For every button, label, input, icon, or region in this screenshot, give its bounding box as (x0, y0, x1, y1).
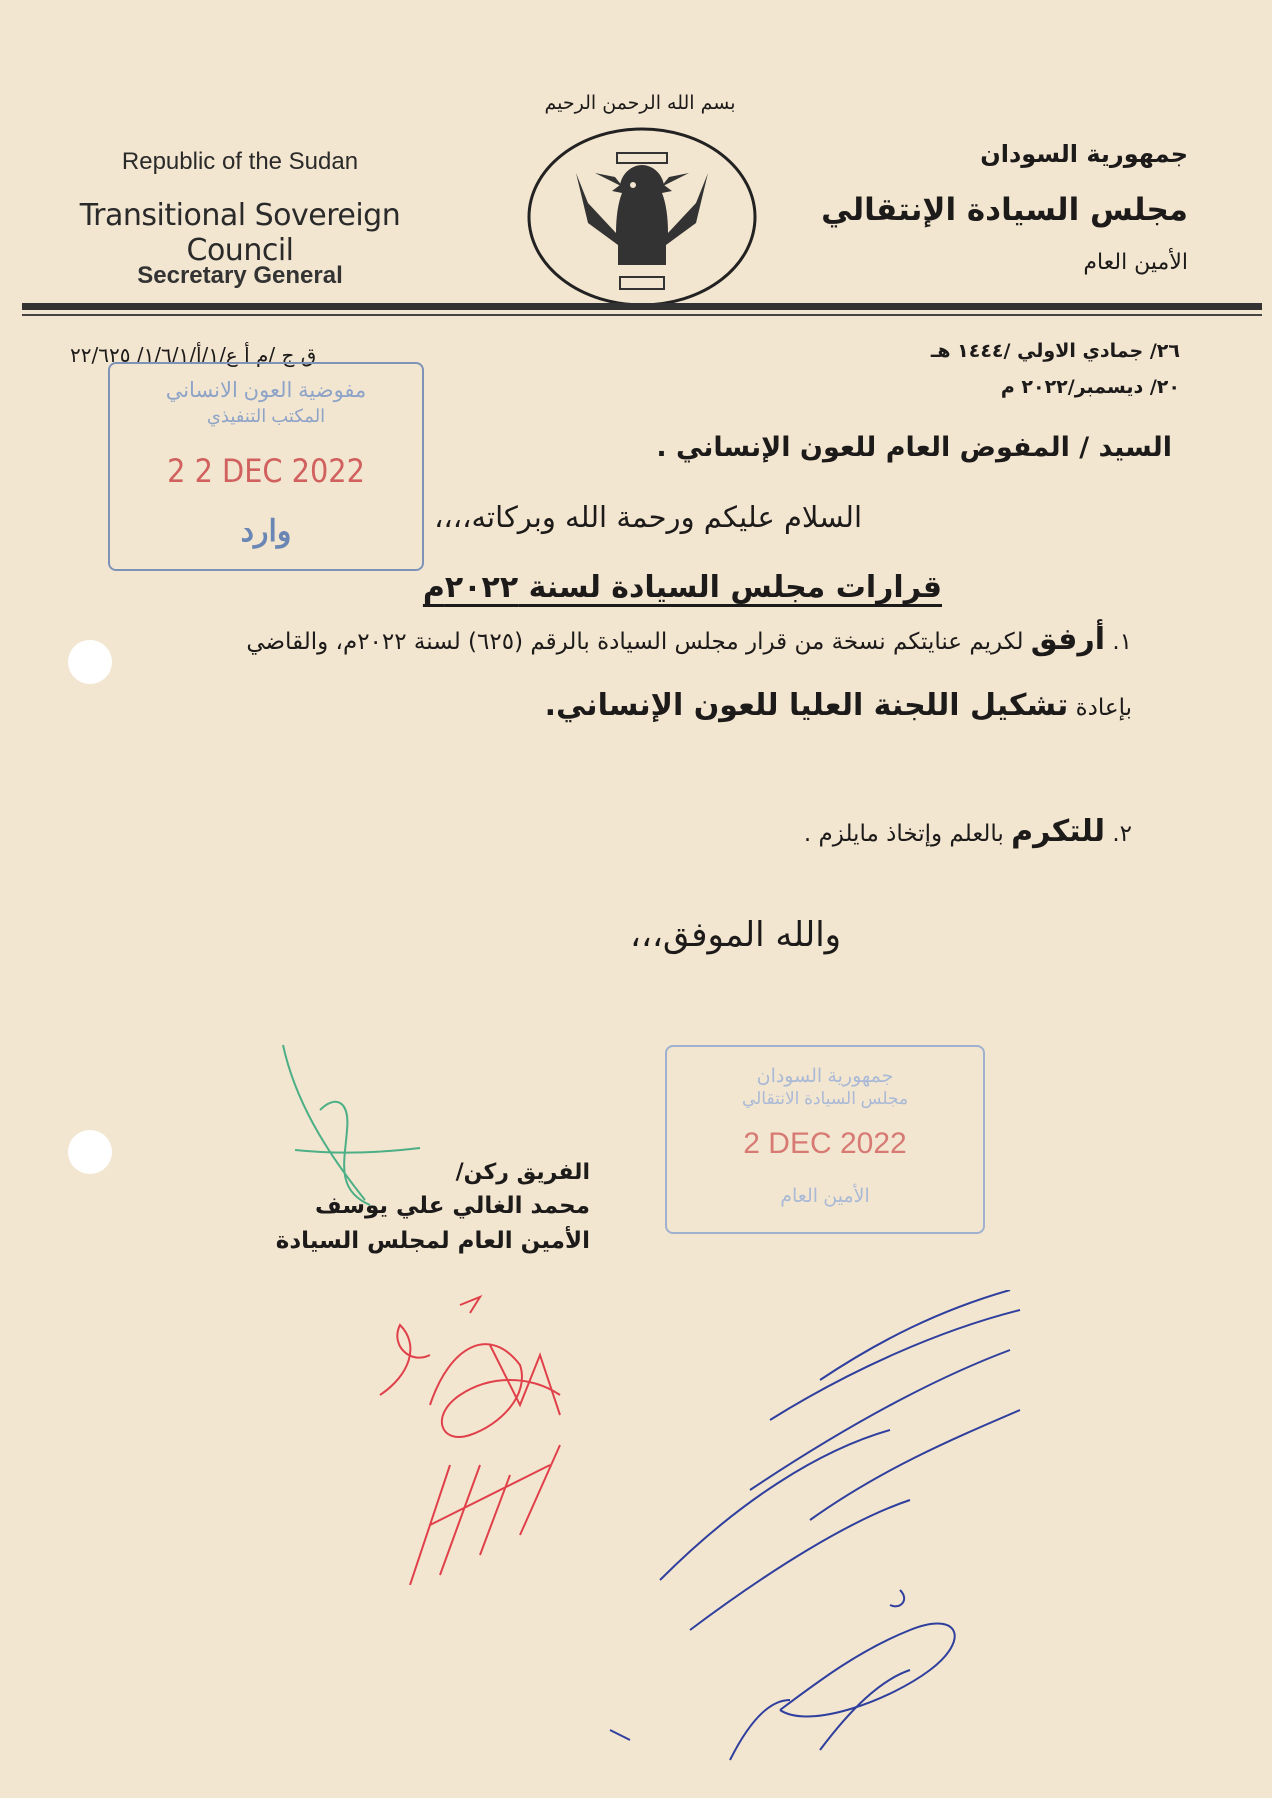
date-hijri: ٢٦/ جمادي الاولي /١٤٤٤ هـ (930, 340, 1180, 362)
item-2-text: بالعلم وإتخاذ مايلزم . (803, 821, 1004, 847)
stamp-date: 2 2 DEC 2022 (167, 452, 365, 490)
stamp-org: مفوضية العون الانساني (165, 379, 367, 402)
header-ar-country: جمهورية السودان (980, 140, 1188, 168)
handwritten-annotation-blue (600, 1290, 1160, 1770)
header-ar-council: مجلس السيادة الإنتقالي (821, 192, 1188, 228)
header-ar-office: الأمين العام (1083, 250, 1188, 275)
stamp2-office: الأمين العام (780, 1186, 870, 1207)
stamp2-date: 2 DEC 2022 (743, 1127, 907, 1160)
header-en-council: Transitional Sovereign Council (79, 198, 401, 268)
item-1-lead: أرفق (1030, 622, 1106, 657)
item-1-bold: تشكيل اللجنة العليا للعون الإنساني. (544, 688, 1069, 723)
punch-hole-top (68, 640, 112, 684)
stamp2-country: جمهورية السودان (756, 1066, 894, 1087)
item-2 (192, 800, 1132, 866)
punch-hole-bottom (68, 1130, 112, 1174)
signatory-title: الأمين العام لمجلس السيادة (275, 1228, 590, 1254)
addressee: السيد / المفوض العام للعون الإنساني . (656, 432, 1172, 463)
header-en-office: Secretary General (137, 262, 343, 289)
received-stamp (108, 362, 424, 571)
header-en-country: Republic of the Sudan (121, 148, 359, 175)
stamp-office: المكتب التنفيذي (206, 406, 326, 426)
header-rule-thin (22, 314, 1262, 316)
state-emblem-icon (525, 125, 760, 310)
date-gregorian: ٢٠/ ديسمبر/٢٠٢٢ م (1000, 376, 1180, 398)
signatory-name: محمد الغالي علي يوسف (314, 1193, 590, 1219)
item-2-number: ٢. (1112, 821, 1132, 847)
subject-line: قرارات مجلس السيادة لسنة ٢٠٢٢م (422, 570, 942, 605)
closing: والله الموفق،،، (630, 915, 842, 955)
reference-number: ق ج /م أ ع/١/أ/١/٦/١/ ٢٢/٦٢٥ (70, 343, 317, 367)
header-rule (22, 303, 1262, 310)
item-1 (192, 608, 1132, 740)
stamp2-council: مجلس السيادة الانتقالي (741, 1089, 909, 1108)
stamp-incoming: وارد (240, 515, 292, 548)
item-2-lead: للتكرم (1011, 814, 1106, 849)
signatory-rank: الفريق ركن/ (455, 1160, 590, 1185)
greeting: السلام عليكم ورحمة الله وبركاته،،،، (434, 500, 862, 534)
item-1-text: لكريم عنايتكم نسخة من قرار مجلس السيادة بالرقم (٦٢٥) لسنة ٢٠٢٢م، والقاضي بإعادة (246, 629, 1132, 721)
basmala: بسم الله الرحمن الرحيم (544, 92, 736, 114)
outgoing-stamp (665, 1045, 985, 1234)
item-1-number: ١. (1112, 629, 1132, 655)
handwritten-annotation-red (370, 1285, 630, 1585)
